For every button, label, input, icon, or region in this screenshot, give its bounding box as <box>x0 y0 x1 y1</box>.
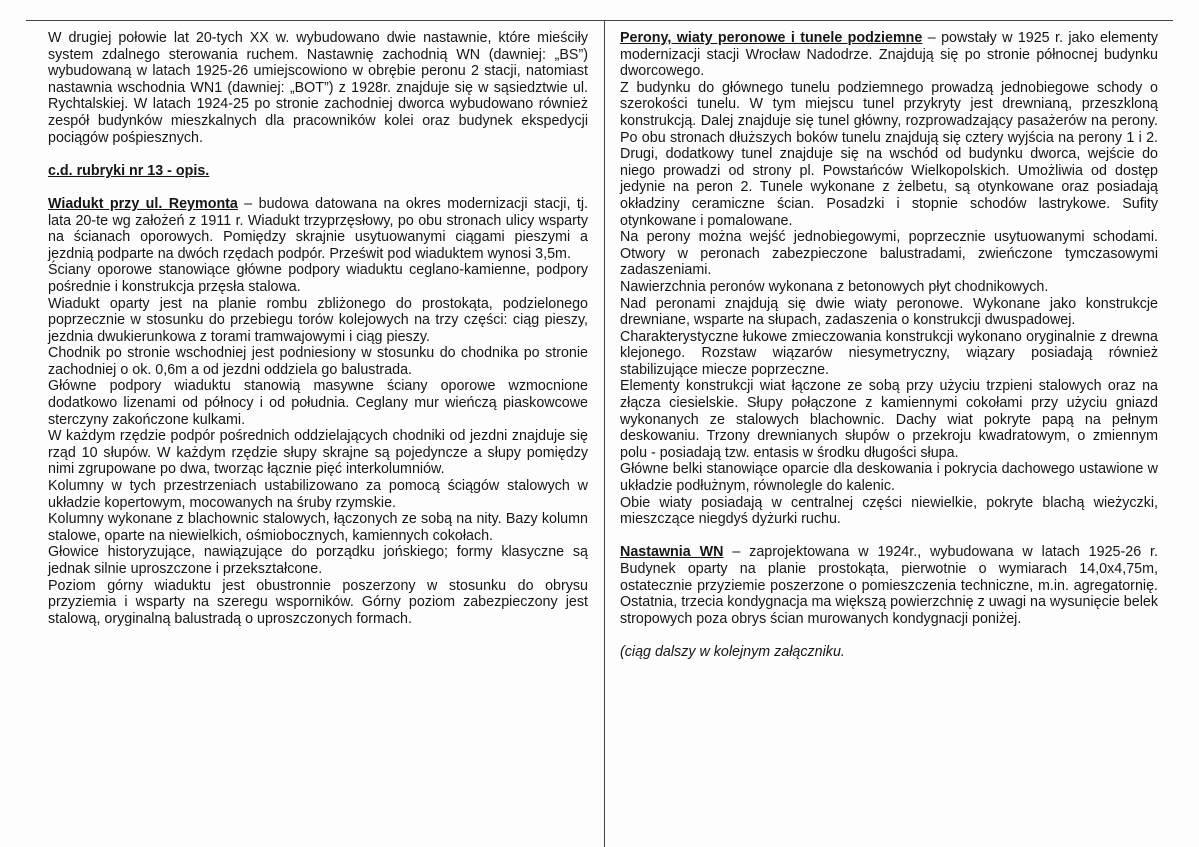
right-column <box>620 30 1158 661</box>
paragraph: Wiadukt oparty jest na planie rombu zbliżonego do prostokąta, podzielonego poprzecznie w stosunku do przebiegu torów kolejowych na trzy części: ciąg pieszy, jezdnia dwukierunkowa z torami tramwajowymi i ciąg pieszy. <box>48 295 588 345</box>
paragraph: Na perony można wejść jednobiegowymi, poprzecznie usytuowanymi schodami. Otwory w peronach zabezpieczone balustradami, zwieńczone tymczasowymi zadaszeniami. <box>620 229 1158 279</box>
paragraph: Poziom górny wiaduktu jest obustronnie poszerzony w stosunku do obrysu przyziemia i wsparty na szeregu wsporników. Górny poziom zabezpieczony jest stalową, oryginalną balustradą o uproszczonych formach. <box>48 577 588 627</box>
perony-lead-text: – powstały w 1925 r. jako elementy modernizacji stacji Wrocław Nadodrze. Znajdują się po stronie północnej budynku dworcowego. <box>620 30 1158 80</box>
nastawnia-paragraph <box>620 544 1158 627</box>
paragraph: Elementy konstrukcji wiat łączone ze sobą przy użyciu trzpieni stalowych oraz na złącza ciesielskie. Słupy połączone z kamiennymi cokołami przy użyciu gniazd wykonanych ze stalowych blachownic. Dachy wiat pokryte papą na pełnym deskowaniu. Trzony drewnianych słupów o przekroju kwadratowym, o zmiennym polu - posiadają tzw. entasis w środku długości słupa. <box>620 378 1158 461</box>
paragraph: W każdym rzędzie podpór pośrednich oddzielających chodniki od jezdni znajduje się rząd 10 słupów. W każdym rzędzie słupy skrajne są pojedyncze a słupy pomiędzy nimi zgrupowane po dwa, tworząc łącznie pięć interkolumniów. <box>48 428 588 478</box>
perony-heading: Perony, wiaty peronowe i tunele podziemne <box>620 30 923 46</box>
left-column <box>48 30 588 627</box>
paragraph: Kolumny wykonane z blachownic stalowych, łączonych ze sobą na nity. Bazy kolumn stalowe, oparte na niewielkich, ośmiobocznych, kamiennych cokołach. <box>48 511 588 544</box>
section-heading: c.d. rubryki nr 13 - opis. <box>48 162 210 179</box>
nastawnia-text: – zaprojektowana w 1924r., wybudowana w latach 1925-26 r. Budynek oparty na planie prostokąta, pierwotnie o wymiarach 14,0x4,75m, ostatecznie przyziemie poszerzone o pomieszczenia techniczne, m.in. agregatornię. Ostatnia, trzecia kondygnacja ma większą powierzchnię z uwagi na wysunięcie belek stropowych poza obrys ścian murowanych kondygnacji poniżej. <box>620 544 1158 627</box>
paragraph: Charakterystyczne łukowe zmieczowania konstrukcji wykonano oryginalnie z drewna klejonego. Rozstaw wiązarów niesymetryczny, wiązary posiadają również stabilizujące miecze poprzeczne. <box>620 328 1158 378</box>
paragraph: Główne podpory wiaduktu stanowią masywne ściany oporowe wzmocnione dodatkowo lizenami od północy i od południa. Ceglany mur wieńczą piaskowcowe sterczyny zakończone kulkami. <box>48 378 588 428</box>
continuation-note: (ciąg dalszy w kolejnym załączniku. <box>620 643 845 660</box>
paragraph: Chodnik po stronie wschodniej jest podniesiony w stosunku do chodnika po stronie zachodniej o ok. 0,6m a od jezdni oddziela go balustrada. <box>48 345 588 378</box>
viaduct-heading: Wiadukt przy ul. Reymonta <box>48 195 238 212</box>
paragraph: Nawierzchnia peronów wykonana z betonowych płyt chodnikowych. <box>620 278 1049 295</box>
column-divider <box>604 20 605 847</box>
top-rule <box>26 20 1173 21</box>
paragraph: Kolumny w tych przestrzeniach ustabilizowano za pomocą ściągów stalowych w układzie kopertowym, mocowanych na śruby rzymskie. <box>48 478 588 511</box>
paragraph: Z budynku do głównego tunelu podziemnego prowadzą jednobiegowe schody o szerokości tunelu. W tym miejscu tunel przykryty jest drewnianą, przeszkloną konstrukcją. Dalej znajduje się tunel główny, rozprowadzający pasażerów na perony. Po obu stronach dłuższych boków tunelu znajdują się cztery wyjścia na perony 1 i 2. Drugi, dodatkowy tunel znajduje się na wschód od budynku dworca, wejście do niego prowadzi od strony pl. Powstańców Wielkopolskich. Umożliwia od dostęp jedynie na peron 2. Tunele wykonane z żelbetu, są otynkowane oraz posiadają okładziny ceramiczne ścian. Posadzki i stopnie schodów lastrykowe. Sufity otynkowane i pomalowane. <box>620 79 1158 229</box>
perony-intro-paragraph <box>620 30 1158 80</box>
viaduct-intro-paragraph <box>48 196 588 262</box>
paragraph: Ściany oporowe stanowiące główne podpory wiaduktu ceglano-kamienne, podpory pośrednie i konstrukcja przęsła stalowa. <box>48 262 588 295</box>
nastawnia-heading: Nastawnia WN <box>620 544 724 561</box>
paragraph: Główne belki stanowiące oparcie dla deskowania i pokrycia dachowego ustawione w układzie podłużnym, równolegle do kalenic. <box>620 461 1158 495</box>
paragraph: Obie wiaty posiadają w centralnej części niewielkie, pokryte blachą wieżyczki, mieszczące niegdyś dyżurki ruchu. <box>620 494 1158 528</box>
paragraph: Głowice historyzujące, nawiązujące do porządku jońskiego; formy klasyczne są jednak silnie uproszczone i przekształcone. <box>48 544 588 577</box>
viaduct-lead-text: – budowa datowana na okres modernizacji stacji, tj. lata 20-te wg założeń z 1911 r. Wiadukt trzyprzęsłowy, po obu stronach ulicy wsparty na ścianach oporowych. Pomiędzy skrajnie usytuowanymi ciągami pieszymi a jezdnią podparte na dwóch rzędach podpór. Prześwit pod wiaduktem wynosi 3,5m. <box>48 195 588 262</box>
paragraph: Nad peronami znajdują się dwie wiaty peronowe. Wykonane jako konstrukcje drewniane, wsparte na słupach, zadaszenia o konstrukcji dwuspadowej. <box>620 295 1158 329</box>
intro-paragraph: W drugiej połowie lat 20-tych XX w. wybudowano dwie nastawnie, które mieściły system zdalnego sterowania ruchem. Nastawnię zachodnią WN (dawniej: „BS”) wybudowaną w latach 1925-26 umiejscowiono w obrębie peronu 2 stacji, natomiast nastawnia wschodnia WN1 (dawniej: „BOT”) z 1928r. znajduje się w sąsiedztwie ul. Rychtalskiej. W latach 1924-25 po stronie zachodniej dworca wybudowano również zespół budynków mieszkalnych dla pracowników kolei oraz budynek ekspedycji pociągów pośpiesznych. <box>48 30 588 146</box>
